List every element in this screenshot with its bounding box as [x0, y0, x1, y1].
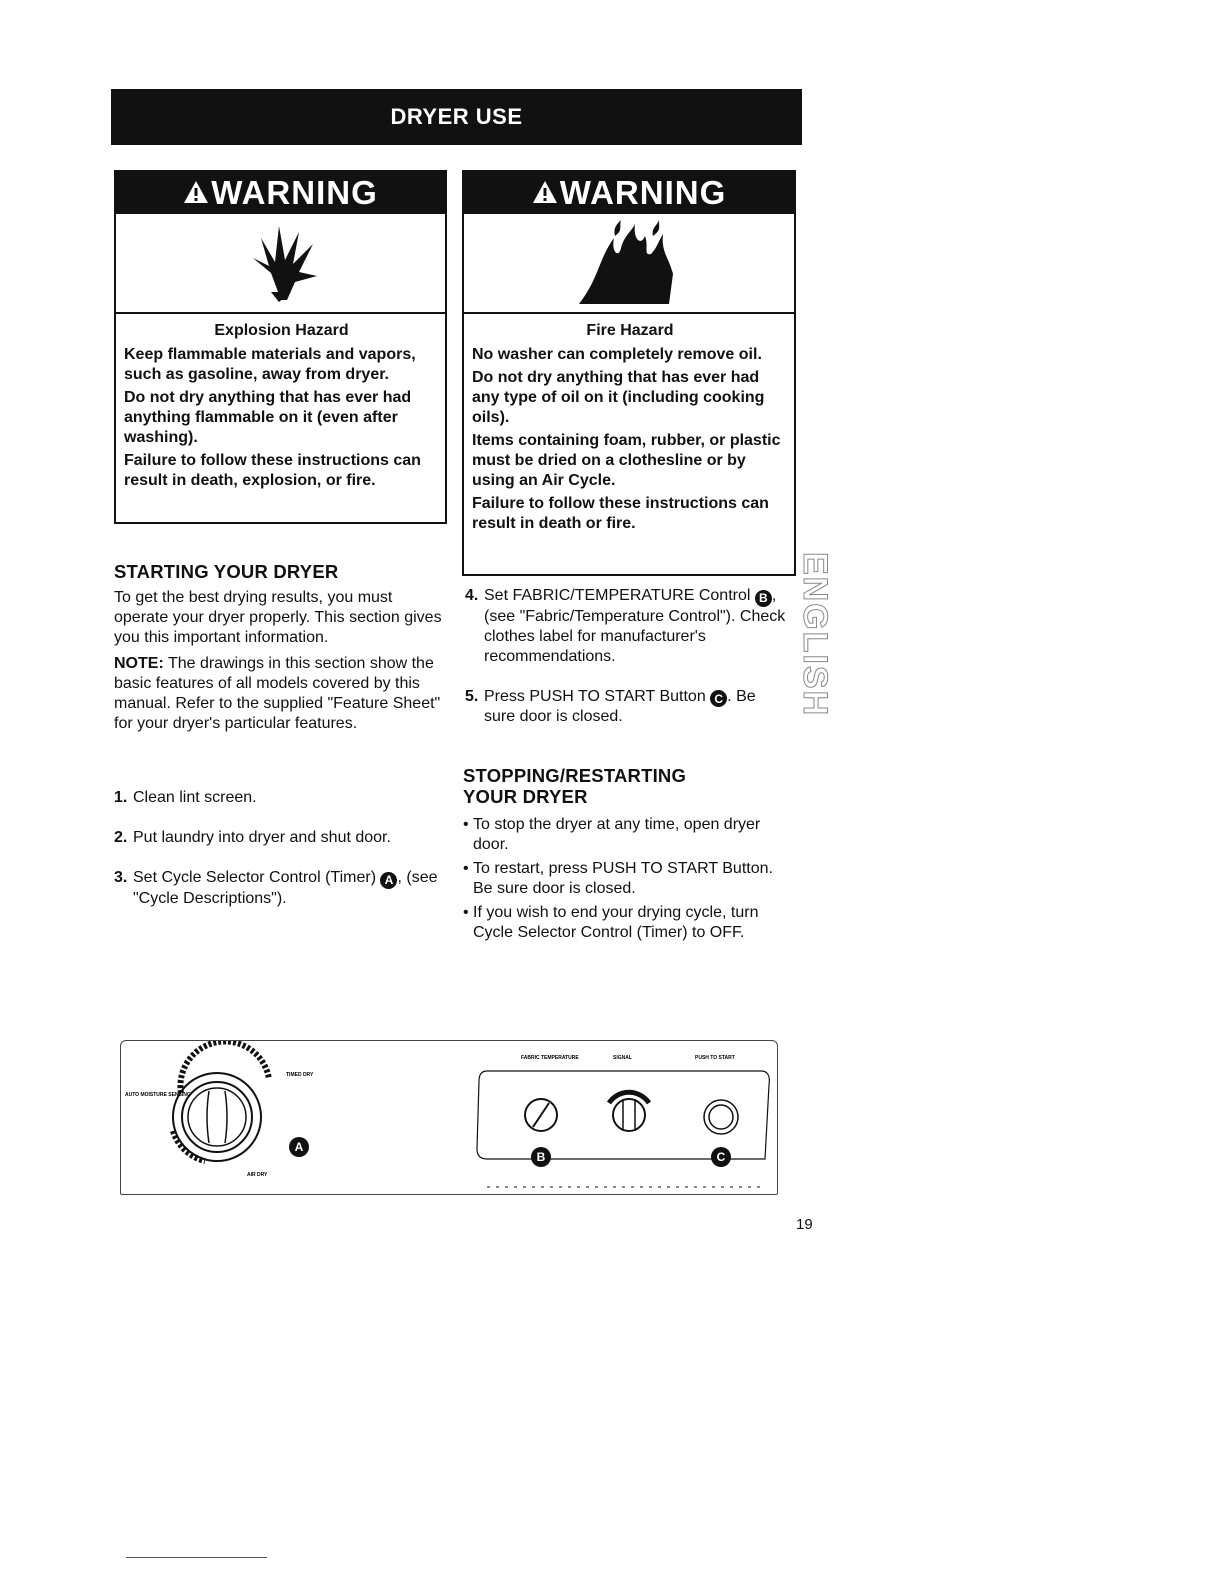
- warning-paragraph: No washer can completely remove oil.: [472, 346, 762, 363]
- step-number: 4.: [465, 587, 479, 604]
- footer-rule: [126, 1557, 267, 1558]
- step-text: Clean lint screen.: [133, 789, 257, 806]
- step-text: Put laundry into dryer and shut door.: [133, 829, 391, 846]
- warning-paragraph: Do not dry anything that has ever had anything flammable on it (even after washing).: [124, 389, 412, 446]
- callout-marker: A: [380, 872, 397, 889]
- heading-line: STOPPING/RESTARTING: [463, 765, 687, 786]
- step-text-after: , (see "Fabric/Temperature Control"). Check clothes label for manufacturer's recommendations.: [484, 587, 786, 665]
- bullet-dot: •: [463, 860, 469, 877]
- step-item: [114, 788, 450, 808]
- step-number: 5.: [465, 687, 479, 705]
- intro-paragraph: To get the best drying results, you must operate your dryer properly. This section gives you this important information.: [114, 589, 442, 646]
- warning-text: [464, 314, 794, 543]
- bullet-dot: •: [463, 816, 469, 833]
- explosion-icon: [116, 214, 445, 314]
- stopping-section: [463, 765, 793, 943]
- warning-triangle-icon: [532, 174, 558, 212]
- step-text: Set Cycle Selector Control (Timer): [133, 869, 377, 886]
- warning-paragraph: Keep flammable materials and vapors, such as gasoline, away from dryer.: [124, 346, 416, 383]
- bullet-text: To stop the dryer at any time, open dryer door.: [473, 816, 761, 853]
- warning-paragraph: Failure to follow these instructions can result in death, explosion, or fire.: [124, 452, 421, 489]
- step-item: [465, 687, 787, 728]
- warning-box-fire: [462, 170, 796, 576]
- timer-label: AIR DRY: [247, 1172, 268, 1178]
- timer-label: AUTO MOISTURE SENSING: [125, 1092, 191, 1098]
- page-number: 19: [796, 1216, 813, 1233]
- panel-label: SIGNAL: [613, 1055, 632, 1061]
- timer-dial: [173, 1041, 309, 1161]
- bullet-item: [463, 815, 793, 855]
- panel-label: PUSH TO START: [695, 1055, 735, 1061]
- callout-a: A: [294, 1140, 304, 1154]
- warning-label: WARNING: [559, 174, 727, 211]
- control-panel-drawing: [121, 1041, 777, 1194]
- timer-label: TIMED DRY: [286, 1072, 314, 1078]
- hazard-title: Fire Hazard: [586, 322, 674, 339]
- control-panel-illustration: [120, 1040, 778, 1195]
- warning-label: WARNING: [211, 174, 378, 211]
- section-banner: [111, 89, 802, 145]
- step-number: 3.: [114, 869, 128, 886]
- warning-triangle-icon: [183, 174, 209, 212]
- note-label: NOTE:: [114, 655, 164, 672]
- warning-text: [116, 314, 445, 500]
- step-number: 1.: [114, 789, 128, 806]
- note-paragraph: [114, 654, 450, 734]
- step-item: [465, 586, 787, 667]
- section-heading: STARTING YOUR DRYER: [114, 561, 339, 582]
- warning-header: [464, 172, 794, 214]
- step-item: [114, 828, 450, 848]
- bullet-item: [463, 903, 793, 943]
- bullet-dot: •: [463, 904, 469, 921]
- step-item: [114, 868, 450, 909]
- warning-header: [116, 172, 445, 214]
- steps-right: [465, 586, 787, 727]
- step-text-after: . Be sure door is closed.: [484, 687, 756, 725]
- step-number: 2.: [114, 829, 128, 846]
- callout-marker: C: [710, 690, 727, 707]
- bullet-item: [463, 859, 793, 899]
- warning-paragraph: Failure to follow these instructions can result in death or fire.: [472, 495, 769, 532]
- hazard-title: Explosion Hazard: [214, 322, 349, 339]
- fire-icon: [464, 214, 794, 314]
- bullet-text: If you wish to end your drying cycle, turn Cycle Selector Control (Timer) to OFF.: [473, 904, 759, 941]
- note-text: The drawings in this section show the basic features of all models covered by this manual. Refer to the supplied "Feature Sheet" for your dryer's particular features.: [114, 655, 441, 732]
- callout-c: C: [716, 1150, 726, 1164]
- steps-left: [114, 788, 450, 909]
- callout-b: B: [536, 1150, 546, 1164]
- section-heading: [463, 765, 793, 807]
- starting-section: [114, 561, 450, 740]
- step-text-after: , (see "Cycle Descriptions").: [133, 869, 438, 907]
- step-text: Set FABRIC/TEMPERATURE Control: [484, 587, 751, 604]
- warning-paragraph: Do not dry anything that has ever had any type of oil on it (including cooking oils).: [472, 369, 765, 426]
- language-tab: [795, 552, 835, 732]
- callout-marker: B: [755, 590, 772, 607]
- section-title: DRYER USE: [390, 104, 523, 129]
- warning-paragraph: Items containing foam, rubber, or plastic must be dried on a clothesline or by using an Air Cycle.: [472, 432, 781, 489]
- language-label: ENGLISH: [796, 552, 834, 718]
- step-text: Press PUSH TO START Button: [484, 687, 706, 705]
- bullet-text: To restart, press PUSH TO START Button. Be sure door is closed.: [473, 860, 773, 897]
- heading-line: YOUR DRYER: [463, 786, 588, 807]
- panel-label: FABRIC TEMPERATURE: [521, 1055, 579, 1061]
- warning-box-explosion: [114, 170, 447, 524]
